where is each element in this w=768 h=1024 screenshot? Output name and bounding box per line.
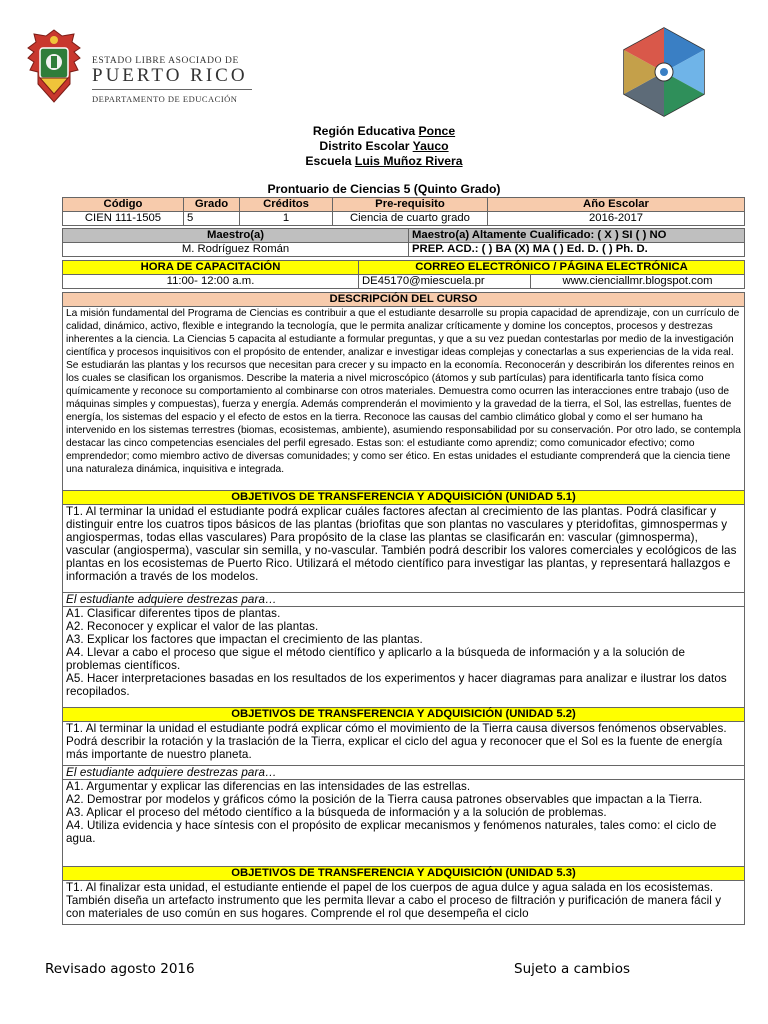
header-creditos: Créditos [240,198,333,212]
email-value[interactable]: DE45170@miescuela.pr [359,275,531,289]
science-collage-icon [618,26,710,118]
unidad-1-destrezas: El estudiante adquiere destrezas para… [63,593,745,607]
maestro-label: Maestro(a) [63,229,409,243]
unidad-3-label: OBJETIVOS DE TRANSFERENCIA Y ADQUISICIÓN (UNIDAD 5.3) [63,867,745,881]
unidad-2-label: OBJETIVOS DE TRANSFERENCIA Y ADQUISICIÓN (UNIDAD 5.2) [63,708,745,722]
unidad-2-objetivos [63,780,745,867]
footer-sujeto: Sujeto a cambios [514,961,631,977]
organization-header [92,56,262,104]
cualificado-label: Maestro(a) Altamente Cualificado: ( X ) SI ( ) NO [409,229,745,243]
prep-label: PREP. ACD.: ( ) BA (X) MA ( ) Ed. D. ( ) Ph. D. [409,243,745,257]
unidad-1-a5: A5. Hacer interpretaciones basadas en los resultados de los experimentos y hacer diagramas para analizar e ilustrar los datos recopilados. [66,672,727,698]
header-prerequisito: Pre-requisito [333,198,488,212]
org-line3: DEPARTAMENTO DE EDUCACIÓN [92,94,238,104]
footer-revisado: Revisado agosto 2016 [45,961,195,977]
escuela-value: Luis Muñoz Rivera [354,154,463,168]
hora-value: 11:00- 12:00 a.m. [63,275,359,289]
distrito-label: Distrito Escolar [319,139,413,153]
header-grado: Grado [184,198,240,212]
document-title: Prontuario de Ciencias 5 (Quinto Grado) [267,182,501,196]
descripcion-label: DESCRIPCIÓN DEL CURSO [63,293,745,307]
unidad-1-label: OBJETIVOS DE TRANSFERENCIA Y ADQUISICIÓN (UNIDAD 5.1) [63,491,745,505]
maestro-name: M. Rodríguez Román [63,243,409,257]
website-value[interactable]: www.cienciallmr.blogspot.com [531,275,745,289]
unidad-1-a4: A4. Llevar a cabo el proceso que sigue el método científico y aplicarlo a la búsqueda de información y a la solución de problemas científicos. [66,646,686,672]
hora-label: HORA DE CAPACITACIÓN [63,261,359,275]
org-divider [92,89,252,90]
unidad-1-objetivos [63,607,745,708]
distrito-value: Yauco [412,139,449,153]
unidad-1-a2: A2. Reconocer y explicar el valor de las plantas. [66,620,319,633]
header-ano-escolar: Año Escolar [488,198,745,212]
unidad-2-a4: A4. Utiliza evidencia y hace síntesis con el propósito de explicar mecanismos y fenómenos naturales, tales como: el ciclo de agua. [66,819,717,845]
region-label: Región Educativa [312,124,419,138]
unidad-2-a2: A2. Demostrar por modelos y gráficos cómo la posición de la Tierra causa patrones observables que impactan a la Tierra. [66,793,703,806]
value-ano-escolar: 2016-2017 [488,212,745,226]
content-table [62,292,745,925]
region-value: Ponce [418,124,456,138]
capacitacion-table [62,260,745,289]
unidad-2-destrezas: El estudiante adquiere destrezas para… [63,766,745,780]
unidad-1-a3: A3. Explicar los factores que impactan el crecimiento de las plantas. [66,633,423,646]
unidad-2-a3: A3. Aplicar el proceso del método científico a la búsqueda de información y a la solución de problemas. [66,806,607,819]
unidad-2-a1: A1. Argumentar y explicar las diferencias en las intensidades de las estrellas. [66,780,471,793]
puerto-rico-seal-icon [22,28,86,104]
course-table [62,197,745,226]
header-codigo: Código [63,198,184,212]
correo-label: CORREO ELECTRÓNICO / PÁGINA ELECTRÓNICA [359,261,745,275]
org-line1: ESTADO LIBRE ASOCIADO DE [92,56,239,66]
value-grado: 5 [184,212,240,226]
unidad-3-t1: T1. Al finalizar esta unidad, el estudiante entiende el papel de los cuerpos de agua dulce y agua salada en los ecosistemas. También diseña un artefacto instrumento que les permita llevar a cabo el proceso de filtración y purificación de manera fácil y con materiales de uso común en sus hogares. Comprende el rol que desempeña el ciclo [63,881,745,925]
escuela-label: Escuela [305,154,355,168]
unidad-1-t1: T1. Al terminar la unidad el estudiante podrá explicar cuáles factores afectan al crecimiento de las plantas. Podrá clasificar y distinguir entre los cuatros tipos básicos de las plantas (briofitas que son plantas no vasculares y pteridofitas, gimnospermas y angiospermas, todas ellas vasculares) Para propósito de la clase las plantas se clasificarán en: vascular (gimnosperma), vascular (angiosperma), vascular sin semilla, y no-vascular. También podrá describir los valores comerciales y ecológicos de las plantas en los ecosistemas de Puerto Rico. Utilizará el método científico para investigar las plantas, y representará hallazgos e información a través de los modelos. [63,505,745,593]
value-creditos: 1 [240,212,333,226]
teacher-table [62,228,745,257]
value-codigo: CIEN 111-1505 [63,212,184,226]
unidad-1-a1: A1. Clasificar diferentes tipos de plantas. [66,607,281,620]
descripcion-text: La misión fundamental del Programa de Ciencias es contribuir a que el estudiante desarrolle su propia capacidad de aprendizaje, con un currículo de calidad, dinámico, activo, flexible e integrando la tecnología, que le permita analizar críticamente y domine los conceptos, procesos y destrezas inherentes a la ciencia. La Ciencias 5 capacita al estudiante a formular preguntas, y que a su vez puedan contestarlas por medio de la investigación científica y procesos inquisitivos con el propósito de entender, analizar e investigar ideas complejas y conectarlas a sus experiencias de la vida real. Se estudiarán las plantas y los recursos que necesitan para crecer y su impacto en la economía. Reconocerán y describirán los diferentes reinos en los cuales se clasifican los organismos. Describe la materia a nivel microscópico (átomos y sub partículas) para identificarla tanto física como químicamente y reconoce su comportamiento al combinarse con otros materiales. Demuestra como ocurren las interacciones entre trabajo (uso de máquinas simples y compuestas), fuerza y energía. Además comprenderán el movimiento y la gravedad de la tierra, el Sol, las estrellas, fuentes de energía, los sistemas del espacio y el efecto de estos en la tierra. Reconoce las causas del cambio climático global y como el ser humano ha intervenido en los sistemas terrestres (biomas, ecosistemas, ambiente), asumiendo responsabilidad por su conservación. Por otro lado, se contempla destacar las cinco competencias esenciales del perfil egresado. Estas son: el estudiante como aprendiz; como comunicador efectivo; como emprendedor; como miembro activo de diversas comunidades; y como ser ético. En estas unidades el estudiante comprenderá que la ciencia tiene una naturaleza dinámica, inquisitiva e integrada. [63,307,745,491]
value-prerequisito: Ciencia de cuarto grado [333,212,488,226]
school-info [0,124,768,169]
org-line2: PUERTO RICO [92,65,248,86]
unidad-2-t1: T1. Al terminar la unidad el estudiante podrá explicar cómo el movimiento de la Tierra causa diversos fenómenos observables. Podrá describir la rotación y la traslación de la Tierra, explicar el ciclo del agua y reconocer que el Sol es la fuente de energía más importante de nuestro planeta. [63,722,745,766]
